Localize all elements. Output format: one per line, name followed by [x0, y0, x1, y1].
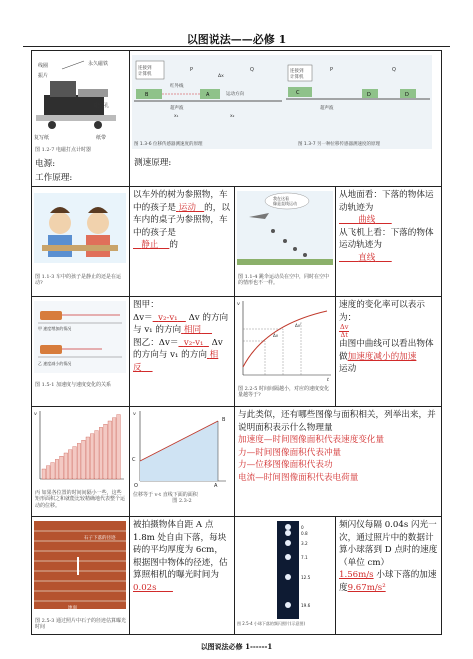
- frac-num: Δv: [340, 323, 349, 332]
- svg-text:地面: 地面: [68, 606, 77, 612]
- vt-curve-caption: 图 2.2-5 时间间隔越小，对应的速度变化量越等于?: [238, 385, 330, 399]
- rate-of-change-cell: [336, 297, 442, 407]
- content-table: [31, 50, 442, 635]
- strobe-mark-label: 12.5: [301, 575, 311, 581]
- svg-text:A: A: [206, 92, 210, 98]
- svg-text:D: D: [405, 92, 409, 98]
- area-rectangle: [108, 421, 112, 479]
- rate-blank: 加速度减小的加速: [347, 351, 417, 362]
- area-rectangle: [82, 441, 86, 480]
- strobe-mark-label: 0: [301, 525, 304, 531]
- dv-blank-a2-value: 相同: [183, 325, 202, 336]
- row-area: [32, 407, 442, 517]
- svg-text:超声波: 超声波: [170, 106, 184, 111]
- children-cell: [32, 187, 130, 297]
- strobe-ball: [285, 540, 291, 546]
- area-rectangle: [68, 450, 72, 479]
- exposure-text: 被拍摄物体自距 A 点 1.8m 处自由下落，每块砖的平均厚度为 6cm，根据图中物体的径迹，估算照相机的曝光时间为: [133, 520, 228, 581]
- rectangles-caption: 丙 如果各位置的时间间隔小一些，这些矩形面积之和就能比较精确地代表整个运动的位移。: [35, 489, 126, 509]
- area-rectangle: [104, 425, 108, 480]
- frac-den: Δt: [340, 330, 348, 339]
- timer-cell: [32, 51, 130, 187]
- row-reference-frame: [32, 187, 442, 297]
- strobe-text-1: 频闪仪每隔 0.04s 闪光一次，通过照片中的数据计算小球落到 D 点时的速度（单位 cm）: [339, 520, 438, 568]
- area-answer-2: 力—时间图像面积代表冲量: [238, 447, 342, 458]
- rectangles-area-figure: [32, 407, 128, 485]
- area-rectangle: [77, 444, 81, 480]
- area-rectangle: [64, 453, 68, 479]
- trapezoid-caption: 位移等于 v-t 直线下面的面积: [133, 491, 198, 498]
- timer-figure: [32, 51, 129, 147]
- parachute-cell: [235, 187, 336, 297]
- svg-text:乙 速度减小的情况: 乙 速度减小的情况: [38, 361, 72, 367]
- strobe-caption: 图 2.5-4 小球下落的频闪照片(示意图): [237, 621, 306, 627]
- trapezoid-cell: [130, 407, 235, 517]
- traj-blank-2-value: 直线: [358, 252, 376, 263]
- svg-text:t: t: [327, 377, 330, 382]
- traj-text-2: 从飞机上看：下落的物体运动轨迹为: [339, 227, 434, 251]
- svg-text:永久磁铁: 永久磁铁: [88, 61, 109, 67]
- svg-text:超声波: 超声波: [320, 106, 334, 111]
- strobe-mark-label: 7.1: [301, 555, 308, 561]
- area-rectangle: [60, 457, 64, 480]
- traj-blank-2: [339, 253, 392, 263]
- area-rectangle: [90, 434, 94, 479]
- dv-blank-b: [178, 338, 208, 348]
- svg-text:P: P: [190, 67, 194, 73]
- dv-text-a: Δv＝: [133, 312, 153, 323]
- brick-wall-figure: [32, 517, 128, 613]
- svg-text:C: C: [132, 457, 136, 464]
- rate-fraction: [339, 324, 349, 338]
- svg-text:Δv: Δv: [273, 333, 279, 339]
- svg-text:甲 速度增加的情况: 甲 速度增加的情况: [38, 326, 72, 332]
- strobe-mark-label: 3.2: [301, 541, 308, 547]
- page-footer: 以图说法必修 1------1: [200, 642, 273, 651]
- area-answer-1: 加速度—时间图像面积代表速度变化量: [238, 435, 385, 446]
- traj-text-1: 从地面看：下落的物体运动轨迹为: [339, 190, 434, 213]
- vt-trapezoid-figure: [130, 407, 232, 487]
- dv-dir-a: Δv 的方向与 v₁ 的方向: [133, 312, 229, 336]
- strobe-photo-figure: [235, 517, 335, 629]
- ref-blank-2: [133, 240, 169, 250]
- svg-text:图 1.3-6 位移传感器测速度的原理: 图 1.3-6 位移传感器测速度的原理: [134, 142, 203, 147]
- area-rectangle: [95, 431, 99, 479]
- strobe-blank-1: 1.56m/s: [339, 570, 374, 581]
- reference-text-cell: [130, 187, 235, 297]
- svg-text:O: O: [134, 483, 138, 488]
- brick-wall-caption: 图 2.5-3 通过照片中石子的径迹估算曝光时间: [35, 617, 127, 631]
- exposure-text-cell: [130, 517, 235, 635]
- speed-principle-label: 测速原理:: [134, 158, 172, 169]
- svg-text:振片: 振片: [38, 73, 49, 79]
- row-timer: [32, 51, 442, 187]
- ref-blank-1-value: 运动: [178, 202, 196, 213]
- rate-text-1: 速度的变化率可以表示为：: [339, 300, 425, 323]
- rectangles-cell: [32, 407, 130, 517]
- area-question: 与此类似，还有哪些图像与面积相关，列举出来，并说明面积表示什么物理量: [238, 410, 436, 433]
- svg-text:纸带: 纸带: [96, 135, 107, 141]
- svg-text:Q: Q: [250, 67, 254, 73]
- delta-v-cell: [130, 297, 235, 407]
- timer-caption: 图 1.2-7 电磁打点计时器: [35, 147, 92, 153]
- rate-text-3: 运动: [339, 364, 357, 375]
- page-title: 以图说法——必修 1: [186, 33, 287, 46]
- pic-b-label: 图乙：Δv＝: [133, 337, 179, 348]
- svg-text:Δx: Δx: [218, 74, 224, 79]
- area-rectangle: [112, 418, 116, 479]
- sensor-cell: [130, 51, 442, 187]
- strobe-ball: [285, 602, 291, 608]
- strobe-ball: [285, 530, 291, 536]
- rate-formula: [339, 324, 438, 338]
- strobe-text-2: 小球下落的加速度: [339, 570, 437, 593]
- svg-text:运动方向: 运动方向: [226, 92, 244, 97]
- dv-dir-b: Δv 的方向与 v₁ 的方向: [133, 337, 223, 361]
- row-free-fall: [32, 517, 442, 635]
- strobe-ball: [285, 574, 291, 580]
- strobe-mark-label: 0.8: [301, 531, 308, 537]
- svg-text:B: B: [222, 417, 226, 424]
- strobe-blank-2: 9.67m/s²: [347, 582, 386, 593]
- delta-v-a: [133, 312, 231, 337]
- parachute-figure: [235, 187, 335, 269]
- svg-text:我在这看: 我在这看: [273, 196, 289, 202]
- svg-text:限位孔: 限位孔: [94, 103, 110, 109]
- pic-a-label: 图甲：: [133, 300, 159, 311]
- parachute-caption: 图 1.1-4 跳伞运动员在空中，同时在空中的情形也不一样。: [238, 273, 330, 287]
- svg-text:图 1.3-7 另一种位移传感器测速度的原理: 图 1.3-7 另一种位移传感器测速度的原理: [298, 142, 381, 147]
- dv-blank-a2: [181, 325, 212, 335]
- svg-text:像是直线运动: 像是直线运动: [273, 201, 297, 207]
- svg-text:Q: Q: [392, 67, 396, 73]
- dv-blank-b2-value: 相反: [133, 350, 219, 373]
- title-rule: [23, 46, 450, 47]
- area-rectangle: [42, 469, 46, 479]
- cars-cell: [32, 297, 130, 407]
- rectangle-bars: [42, 415, 120, 479]
- cars-figure: [32, 297, 128, 377]
- sensor-diagram: [130, 51, 436, 151]
- trajectory-text-cell: [336, 187, 442, 297]
- vt-curve-cell: [235, 297, 336, 407]
- svg-text:v: v: [237, 301, 240, 308]
- timer-device-icon: [32, 51, 128, 147]
- ref-text-1: 以车外的树为参照物，车中的孩子是: [133, 190, 228, 213]
- svg-text:C: C: [296, 90, 300, 96]
- row-velocity-change: [32, 297, 442, 407]
- children-caption: 图 1.1-3 车中的孩子是静止的还是在运动?: [35, 273, 122, 287]
- svg-text:红外线: 红外线: [170, 84, 184, 89]
- rate-text-2: 由图中曲线可以看出物体做: [339, 339, 434, 362]
- area-answer-3: 力—位移图像面积代表功: [238, 460, 333, 471]
- svg-text:D: D: [367, 92, 371, 98]
- strobe-ball: [285, 554, 291, 560]
- trapezoid-fig-number: 图 2.3-2: [172, 498, 192, 505]
- exposure-blank-value: 0.02s: [133, 582, 157, 593]
- ref-blank-1: [176, 203, 204, 213]
- children-in-car-figure: [32, 187, 128, 269]
- brick-wall-cell: [32, 517, 130, 635]
- area-rectangle: [51, 463, 55, 479]
- strobe-photo-cell: [235, 517, 336, 635]
- svg-text:复写纸: 复写纸: [34, 135, 50, 141]
- area-text-cell: [235, 407, 442, 517]
- exposure-blank: [133, 583, 173, 593]
- strobe-ball: [285, 524, 291, 530]
- ref-blank-2-value: 静止: [141, 240, 159, 251]
- area-rectangle: [46, 466, 50, 479]
- area-rectangle: [73, 447, 77, 479]
- power-label: 电源:: [35, 158, 56, 169]
- area-rectangle: [86, 437, 90, 479]
- traj-blank-1: [339, 215, 392, 225]
- area-rectangle: [55, 460, 59, 480]
- svg-text:线圈: 线圈: [38, 63, 49, 69]
- dv-blank-a: [153, 313, 186, 323]
- traj-blank-1-value: 曲线: [358, 215, 376, 226]
- svg-text:x₂: x₂: [230, 114, 235, 119]
- svg-text:计算机: 计算机: [290, 75, 304, 80]
- strobe-mark-label: 19.6: [301, 603, 311, 609]
- svg-text:石子下落的径迹: 石子下落的径迹: [84, 536, 116, 542]
- svg-text:x₁: x₁: [174, 114, 179, 119]
- strobe-text-cell: [336, 517, 442, 635]
- area-rectangle: [117, 415, 121, 479]
- svg-text:连接到: 连接到: [138, 66, 152, 71]
- dv-blank-b-value: v₂-v₁: [183, 337, 204, 348]
- svg-text:连接到: 连接到: [290, 69, 304, 74]
- svg-text:v: v: [34, 411, 37, 418]
- dv-blank-a-value: v₂-v₁: [158, 312, 178, 323]
- svg-text:P: P: [330, 67, 334, 73]
- cars-caption: 图 1.5-1 加速度与速度变化的关系: [35, 381, 112, 388]
- area-answer-4: 电流—时间图像面积代表电荷量: [238, 472, 359, 483]
- principle-label: 工作原理:: [35, 172, 73, 183]
- area-rectangle: [99, 428, 103, 480]
- svg-text:B: B: [145, 92, 149, 98]
- svg-text:Δv': Δv': [295, 323, 302, 329]
- svg-text:v: v: [133, 411, 136, 418]
- svg-text:A: A: [214, 483, 218, 488]
- ref-text-2: 的，以车内的桌子为参照物，车中的孩子是: [133, 202, 230, 238]
- ref-text-3: 的: [169, 240, 178, 251]
- svg-text:计算机: 计算机: [138, 72, 152, 77]
- delta-v-b: [133, 337, 231, 374]
- vt-curve-figure: [235, 297, 335, 381]
